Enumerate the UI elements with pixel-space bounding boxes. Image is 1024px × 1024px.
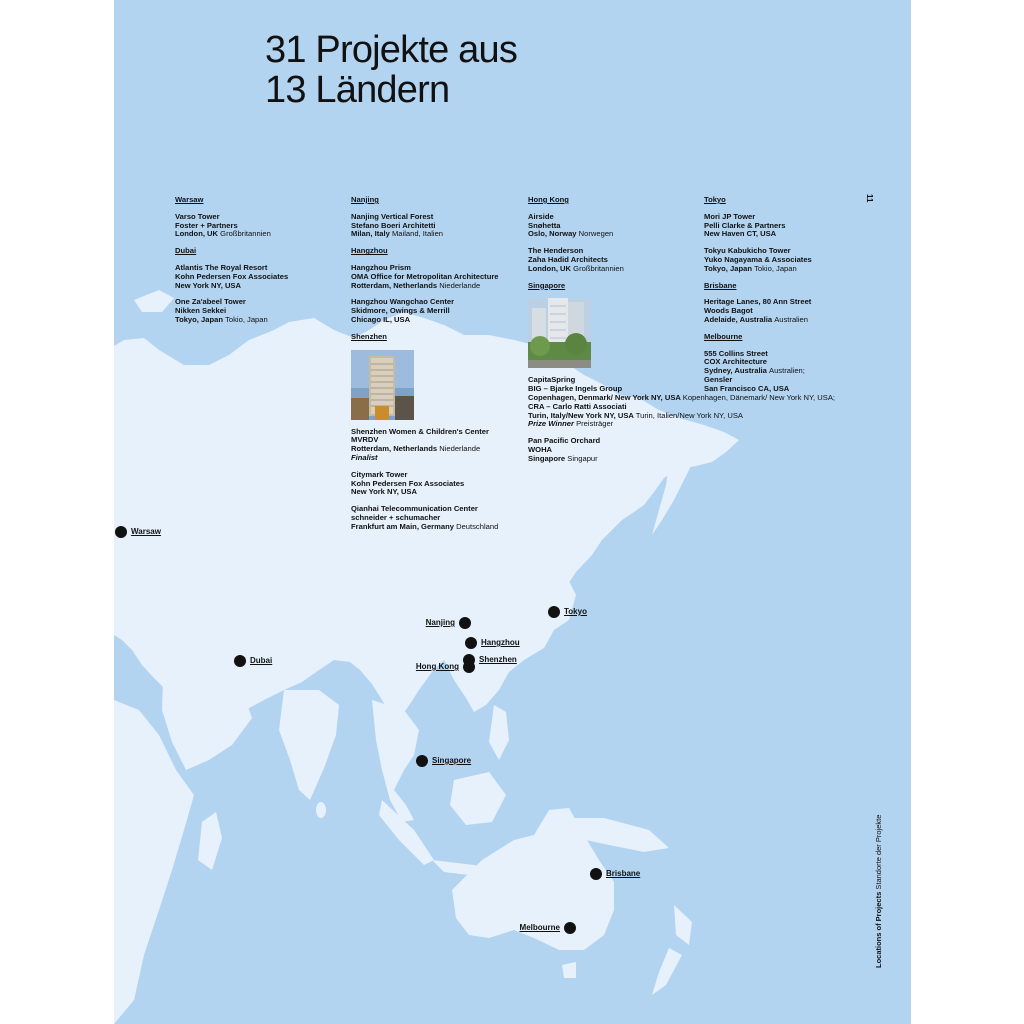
architect-firm: Woods Bagot xyxy=(704,306,753,316)
award-en: Prize Winner xyxy=(528,419,574,429)
location-de: Kopenhagen, Dänemark/ New York NY, USA; xyxy=(682,392,835,402)
location-2-de: Turin, Italien/New York NY, USA xyxy=(635,410,743,420)
svalbard-land xyxy=(134,290,174,312)
architect-firm: OMA Office for Metropolitan Architecture xyxy=(351,271,499,281)
sri-lanka-land xyxy=(316,802,326,818)
location-de: Mailand, Italien xyxy=(391,229,444,239)
map-page xyxy=(114,0,911,1024)
architect-firm: Snøhetta xyxy=(528,220,561,230)
location-de: Norwegen xyxy=(578,229,614,239)
project-name: 555 Collins Street xyxy=(704,348,768,358)
location-de: Niederlande xyxy=(439,444,481,454)
location-en: Sydney, Australia xyxy=(704,366,767,376)
award-de: Preisträger xyxy=(576,419,614,429)
architect-firm: Kohn Pedersen Fox Associates xyxy=(175,271,289,281)
project-entry xyxy=(351,505,523,531)
architect-firm: BIG – Bjarke Ingels Group xyxy=(528,384,623,394)
architect-firm: MVRDV xyxy=(351,435,379,445)
marker-dot xyxy=(234,655,246,667)
location-2-en: Turin, Italy/New York NY, USA xyxy=(528,410,634,420)
location-en: Adelaide, Australia xyxy=(704,314,773,324)
marker-label: Melbourne xyxy=(519,923,560,932)
marker-dot xyxy=(115,526,127,538)
indochina-land xyxy=(372,700,419,822)
project-entry xyxy=(175,264,347,290)
location-en: New York NY, USA xyxy=(175,280,241,290)
marker-label: Shenzhen xyxy=(479,655,517,664)
marker-dot xyxy=(459,617,471,629)
architect-firm-2: CRA – Carlo Ratti Associati xyxy=(528,401,627,411)
location-de: Australien; xyxy=(769,366,805,376)
page-number: 11 xyxy=(865,194,874,203)
marker-label: Brisbane xyxy=(606,869,641,878)
location-en: Rotterdam, Netherlands xyxy=(351,280,438,290)
city-section xyxy=(704,333,876,394)
title-line-2: 13 Ländern xyxy=(265,69,450,111)
architect-firm: COX Architecture xyxy=(704,357,768,367)
project-name: Citymark Tower xyxy=(351,469,408,479)
location-en: Chicago IL, USA xyxy=(351,314,411,324)
city-section xyxy=(704,282,876,325)
photo-shenzhen-tower xyxy=(351,350,414,420)
side-label-regular: Standorte der Projekte xyxy=(874,814,883,890)
project-column xyxy=(351,196,523,540)
marker-dot xyxy=(416,755,428,767)
firm-location xyxy=(704,265,876,274)
location-de: Großbritannien xyxy=(220,229,271,239)
page-title xyxy=(265,30,517,110)
project-name: Airside xyxy=(528,211,554,221)
firm-location xyxy=(704,230,876,239)
location-en: Tokyo, Japan xyxy=(704,263,752,273)
firm-location xyxy=(351,316,523,325)
location-en: London, UK xyxy=(528,263,572,273)
city-heading: Tokyo xyxy=(704,195,726,204)
project-name: CapitaSpring xyxy=(528,375,576,385)
architect-firm: schneider + schumacher xyxy=(351,512,441,522)
borneo-land xyxy=(450,772,506,825)
madagascar-land xyxy=(198,812,222,870)
project-entry xyxy=(528,437,700,463)
marker-label: Warsaw xyxy=(131,527,161,536)
new-zealand-land xyxy=(674,905,692,945)
location-en: Frankfurt am Main, Germany xyxy=(351,521,454,531)
award-en: Finalist xyxy=(351,452,378,462)
project-name: Mori JP Tower xyxy=(704,211,756,221)
city-section xyxy=(351,247,523,325)
project-entry xyxy=(704,350,876,394)
location-2-en: San Francisco CA, USA xyxy=(704,383,790,393)
architect-firm: Foster + Partners xyxy=(175,220,238,230)
project-entry xyxy=(351,264,523,290)
city-section xyxy=(528,196,700,274)
location-en: Oslo, Norway xyxy=(528,229,577,239)
firm-location xyxy=(704,316,876,325)
firm-location xyxy=(175,230,347,239)
city-heading: Hong Kong xyxy=(528,195,569,204)
marker-dot xyxy=(465,637,477,649)
project-column xyxy=(175,196,347,333)
marker-dot xyxy=(548,606,560,618)
firm-location xyxy=(528,455,700,464)
photo-singapore-tower xyxy=(528,298,591,368)
project-name: The Henderson xyxy=(528,246,584,256)
firm-location xyxy=(528,265,700,274)
location-en: Tokyo, Japan xyxy=(175,314,223,324)
tasmania-land xyxy=(562,962,576,978)
project-name: Pan Pacific Orchard xyxy=(528,436,601,446)
marker-dot xyxy=(590,868,602,880)
project-name: Tokyu Kabukicho Tower xyxy=(704,246,791,256)
project-entry xyxy=(351,213,523,239)
location-de: Singapur xyxy=(567,453,598,463)
marker-label: Tokyo xyxy=(564,607,587,616)
city-heading: Hangzhou xyxy=(351,246,388,256)
marker-label: Dubai xyxy=(250,656,273,665)
location-de: Tokio, Japan xyxy=(754,263,797,273)
project-entry xyxy=(704,298,876,324)
location-en: Copenhagen, Denmark/ New York NY, USA xyxy=(528,392,681,402)
project-column xyxy=(704,196,876,402)
city-heading: Dubai xyxy=(175,246,197,256)
architect-firm: Stefano Boeri Architetti xyxy=(351,220,436,230)
project-entry xyxy=(351,471,523,497)
marker-label: Singapore xyxy=(432,756,472,765)
project-name: Nanjing Vertical Forest xyxy=(351,211,434,221)
marker-dot xyxy=(564,922,576,934)
firm-location xyxy=(351,523,523,532)
project-entry xyxy=(175,298,347,324)
project-name: One Za'abeel Tower xyxy=(175,297,246,307)
architect-firm: Yuko Nagayama & Associates xyxy=(704,254,812,264)
marker-label: Nanjing xyxy=(425,618,455,627)
project-name: Hangzhou Wangchao Center xyxy=(351,297,455,307)
city-section xyxy=(351,196,523,239)
city-section xyxy=(175,196,347,239)
city-heading: Nanjing xyxy=(351,195,379,204)
location-de: Großbritannien xyxy=(573,263,624,273)
location-en: London, UK xyxy=(175,229,219,239)
award-note xyxy=(351,454,523,463)
project-entry xyxy=(704,247,876,273)
firm-location xyxy=(528,230,700,239)
city-heading: Shenzhen xyxy=(351,331,387,341)
location-de: Australien xyxy=(774,314,808,324)
title-line-1: 31 Projekte aus xyxy=(265,29,518,71)
architect-firm: Skidmore, Owings & Merrill xyxy=(351,306,450,316)
location-en: Rotterdam, Netherlands xyxy=(351,444,438,454)
city-heading: Singapore xyxy=(528,280,566,290)
city-section xyxy=(175,247,347,325)
location-en: Milan, Italy xyxy=(351,229,390,239)
side-label-bold: Locations of Projects xyxy=(874,891,883,968)
firm-location xyxy=(351,488,523,497)
project-entry xyxy=(528,213,700,239)
award-note xyxy=(528,420,700,429)
new-zealand-south-land xyxy=(652,948,682,995)
philippines-land xyxy=(489,705,509,760)
project-entry xyxy=(351,298,523,324)
marker-label: Hangzhou xyxy=(481,638,520,647)
project-name: Qianhai Telecommunication Center xyxy=(351,504,478,514)
project-name: Varso Tower xyxy=(175,211,220,221)
location-de: Niederlande xyxy=(439,280,481,290)
firm-location xyxy=(351,230,523,239)
project-entry xyxy=(704,213,876,239)
project-name: Hangzhou Prism xyxy=(351,262,411,272)
location-en: Singapore xyxy=(528,453,566,463)
project-entry xyxy=(175,213,347,239)
architect-firm: WOHA xyxy=(528,444,553,454)
marker-dot xyxy=(463,661,475,673)
project-name: Heritage Lanes, 80 Ann Street xyxy=(704,297,812,307)
city-section xyxy=(704,196,876,274)
project-name: Shenzhen Women & Children's Center xyxy=(351,426,489,436)
location-de: Deutschland xyxy=(456,521,499,531)
architect-firm: Pelli Clarke & Partners xyxy=(704,220,786,230)
firm-location-2 xyxy=(704,385,876,394)
location-en: New York NY, USA xyxy=(351,487,417,497)
project-entry xyxy=(528,247,700,273)
architect-firm: Nikken Sekkei xyxy=(175,306,227,316)
project-name: Atlantis The Royal Resort xyxy=(175,262,268,272)
city-heading: Brisbane xyxy=(704,280,737,290)
side-label xyxy=(874,815,883,968)
marker-label: Hong Kong xyxy=(415,662,459,671)
firm-location xyxy=(351,282,523,291)
city-heading: Warsaw xyxy=(175,195,204,204)
location-en: New Haven CT, USA xyxy=(704,229,777,239)
architect-firm: Zaha Hadid Architects xyxy=(528,254,608,264)
architect-firm: Kohn Pedersen Fox Associates xyxy=(351,478,465,488)
location-de: Tokio, Japan xyxy=(225,314,268,324)
city-heading: Melbourne xyxy=(704,331,743,341)
project-entry xyxy=(351,428,523,463)
firm-location xyxy=(175,316,347,325)
india-land xyxy=(279,690,339,800)
city-section xyxy=(351,333,523,532)
architect-firm-2: Gensler xyxy=(704,374,733,384)
firm-location xyxy=(175,282,347,291)
